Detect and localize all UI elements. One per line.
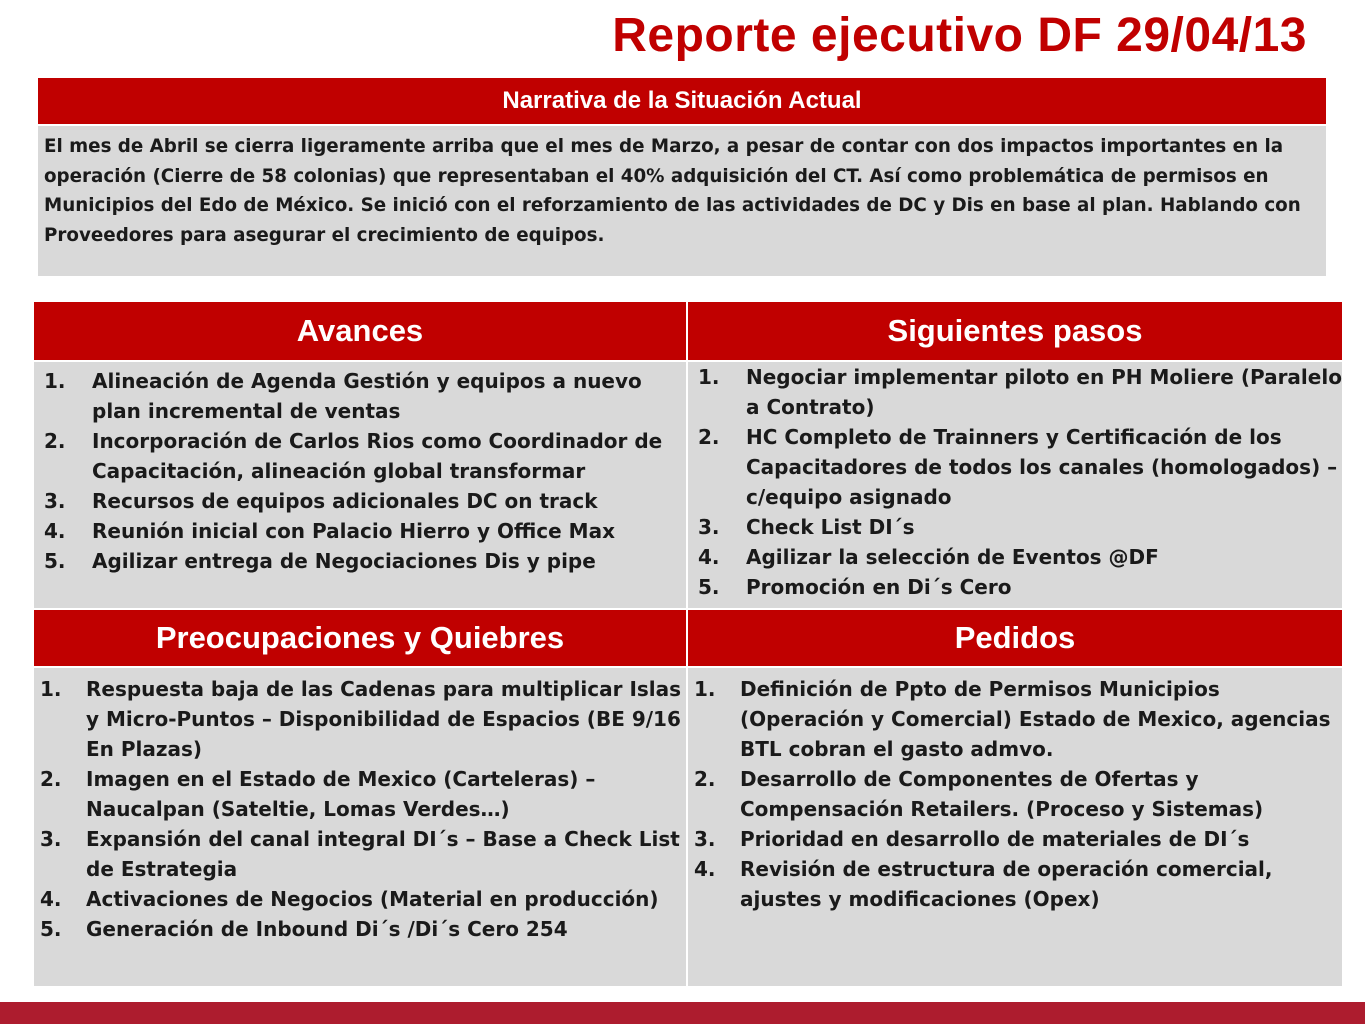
item-number: 1. — [40, 677, 62, 701]
list-item — [688, 764, 1342, 824]
item-number: 4. — [44, 519, 66, 543]
list-item — [34, 764, 686, 824]
item-text: Negociar implementar piloto en PH Moliere (Paralelo a Contrato) — [746, 365, 1342, 419]
list-item — [34, 884, 686, 914]
item-number: 1. — [44, 369, 66, 393]
list-item — [688, 674, 1342, 764]
list-item — [688, 512, 1342, 542]
item-number: 3. — [698, 515, 720, 539]
footer-bar — [0, 1002, 1365, 1024]
list-item — [34, 486, 686, 516]
item-text: Imagen en el Estado de Mexico (Carteleras) – Naucalpan (Sateltie, Lomas Verdes…) — [86, 767, 596, 821]
avances-header: Avances — [34, 302, 688, 362]
narrative-text: El mes de Abril se cierra ligeramente arriba que el mes de Marzo, a pesar de contar con dos impactos importantes en la operación (Cierre de 58 colonias) que representaban el 40% adquisición del CT. Así como problemática de permisos en Municipios del Edo de México. Se inició con el reforzamiento de las actividades de DC y Dis en base al plan. Hablando con Proveedores para asegurar el crecimiento de equipos. — [38, 126, 1326, 276]
item-text: Prioridad en desarrollo de materiales de DI´s — [740, 827, 1250, 851]
item-number: 2. — [40, 767, 62, 791]
item-text: Expansión del canal integral DI´s – Base a Check List de Estrategia — [86, 827, 680, 881]
report-title: Reporte ejecutivo DF 29/04/13 — [612, 9, 1307, 62]
item-number: 5. — [44, 549, 66, 573]
item-text: Check List DI´s — [746, 515, 915, 539]
item-number: 2. — [44, 429, 66, 453]
list-item — [688, 824, 1342, 854]
item-text: Revisión de estructura de operación comercial, ajustes y modificaciones (Opex) — [740, 857, 1273, 911]
item-number: 4. — [698, 545, 720, 569]
list-item — [688, 572, 1342, 602]
avances-list — [34, 366, 686, 576]
item-number: 5. — [698, 575, 720, 599]
list-item — [688, 362, 1342, 422]
list-item — [34, 366, 686, 426]
list-item — [34, 546, 686, 576]
siguientes-pasos-body — [688, 362, 1342, 608]
item-number: 2. — [698, 425, 720, 449]
preocupaciones-header: Preocupaciones y Quiebres — [34, 608, 688, 668]
item-text: Recursos de equipos adicionales DC on track — [92, 489, 598, 513]
preocupaciones-body — [34, 668, 688, 986]
list-item — [34, 426, 686, 486]
avances-body — [34, 362, 688, 608]
list-item — [34, 674, 686, 764]
list-item — [34, 914, 686, 944]
item-number: 2. — [694, 767, 716, 791]
item-text: Activaciones de Negocios (Material en producción) — [86, 887, 659, 911]
list-item — [34, 824, 686, 884]
item-number: 3. — [44, 489, 66, 513]
item-text: Agilizar la selección de Eventos @DF — [746, 545, 1159, 569]
item-text: Promoción en Di´s Cero — [746, 575, 1012, 599]
siguientes-pasos-list — [688, 362, 1342, 602]
preocupaciones-list — [34, 674, 686, 944]
item-text: Incorporación de Carlos Rios como Coordinador de Capacitación, alineación global transformar — [92, 429, 663, 483]
list-item — [34, 516, 686, 546]
item-number: 3. — [40, 827, 62, 851]
item-text: Reunión inicial con Palacio Hierro y Office Max — [92, 519, 615, 543]
item-number: 3. — [694, 827, 716, 851]
item-text: Desarrollo de Componentes de Ofertas y Compensación Retailers. (Proceso y Sistemas) — [740, 767, 1264, 821]
siguientes-pasos-header: Siguientes pasos — [688, 302, 1342, 362]
list-item — [688, 542, 1342, 572]
pedidos-body — [688, 668, 1342, 986]
item-number: 1. — [694, 677, 716, 701]
item-number: 5. — [40, 917, 62, 941]
item-number: 4. — [694, 857, 716, 881]
item-text: HC Completo de Trainners y Certificación de los Capacitadores de todos los canales (homologados) – c/equipo asignado — [746, 425, 1338, 509]
narrative-header: Narrativa de la Situación Actual — [38, 78, 1326, 126]
item-number: 4. — [40, 887, 62, 911]
item-text: Alineación de Agenda Gestión y equipos a nuevo plan incremental de ventas — [92, 369, 642, 423]
item-number: 1. — [698, 365, 720, 389]
pedidos-header: Pedidos — [688, 608, 1342, 668]
item-text: Definición de Ppto de Permisos Municipios (Operación y Comercial) Estado de Mexico, agencias BTL cobran el gasto admvo. — [740, 677, 1331, 761]
list-item — [688, 422, 1342, 512]
pedidos-list — [688, 674, 1342, 914]
report-grid — [34, 302, 1342, 990]
item-text: Agilizar entrega de Negociaciones Dis y pipe — [92, 549, 596, 573]
item-text: Generación de Inbound Di´s /Di´s Cero 254 — [86, 917, 568, 941]
item-text: Respuesta baja de las Cadenas para multiplicar Islas y Micro-Puntos – Disponibilidad de Espacios (BE 9/16 En Plazas) — [86, 677, 682, 761]
list-item — [688, 854, 1342, 914]
